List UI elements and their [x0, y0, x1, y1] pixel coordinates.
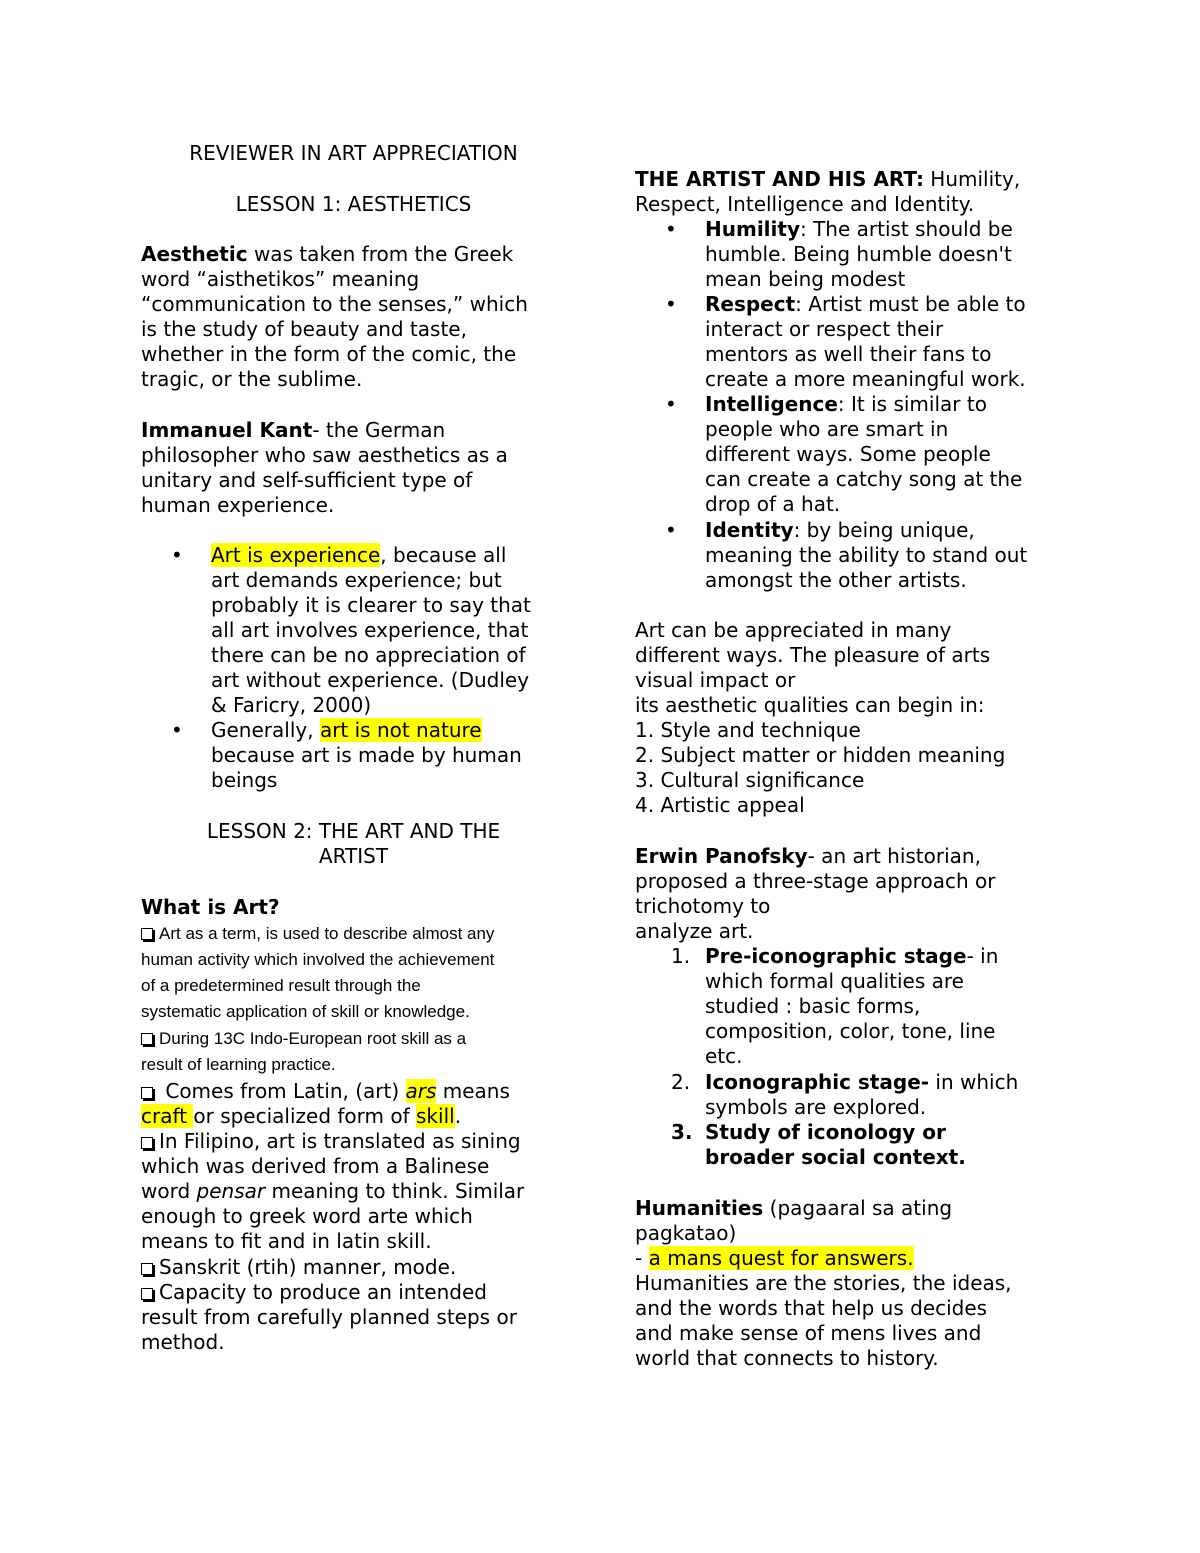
bullet-text-line: beings [211, 768, 278, 792]
bullet-text-line: amongst the other artists. [705, 568, 967, 592]
bullet-text-line: interact or respect their [705, 317, 944, 341]
checkbox-item-line: result of learning practice. [141, 1055, 336, 1074]
aesthetic-paragraph-line: whether in the form of the comic, the [141, 342, 517, 366]
checkbox-item-line: In Filipino, art is translated as sining [141, 1129, 521, 1154]
stage-line: composition, color, tone, line [705, 1019, 996, 1043]
panofsky-term: Erwin Panofsky [635, 844, 808, 868]
checkbox-item-line: Comes from Latin, (art) ars means [141, 1079, 510, 1104]
highlight: craft [141, 1104, 194, 1128]
checkbox-item-line: enough to greek word arte which [141, 1204, 473, 1228]
artist-heading: THE ARTIST AND HIS ART: [635, 167, 924, 191]
bullet-icon: • [665, 518, 677, 542]
checkbox-item-line: means to fit and in latin skill. [141, 1229, 432, 1253]
appreciation-list-item: 3. Cultural significance [635, 768, 865, 792]
checkbox-item-line: of a predetermined result through the [141, 976, 421, 995]
humanities-line: world that connects to history. [635, 1346, 939, 1370]
lesson2-heading: LESSON 2: THE ART AND THE [206, 819, 501, 843]
appreciation-line: its aesthetic qualities can begin in: [635, 693, 985, 717]
bullet-text-line: mean being modest [705, 267, 906, 291]
aesthetic-paragraph-line: Aesthetic was taken from the Greek [141, 242, 514, 266]
kant-term: Immanuel Kant [141, 418, 313, 442]
humanities-line: and make sense of mens lives and [635, 1321, 982, 1345]
stage-line: etc. [705, 1044, 743, 1068]
humanities-line: and the words that help us decides [635, 1296, 988, 1320]
list-number: 3. [671, 1120, 693, 1144]
aesthetic-paragraph-line: word “aisthetikos” meaning [141, 267, 420, 291]
kant-paragraph-line: philosopher who saw aesthetics as a [141, 443, 508, 467]
bullet-text-line: all art involves experience, that [211, 618, 529, 642]
kant-paragraph-line: Immanuel Kant- the German [141, 418, 446, 442]
artist-heading-line: THE ARTIST AND HIS ART: Humility, [635, 167, 1021, 191]
stage-line: broader social context. [705, 1145, 966, 1169]
checkbox-item-line: Capacity to produce an intended [141, 1280, 487, 1305]
checkbox-item-line: human activity which involved the achievement [141, 950, 495, 969]
humanities-line: pagkatao) [635, 1221, 737, 1245]
bullet-text-line: Identity: by being unique, [705, 518, 975, 542]
bullet-icon: • [171, 718, 183, 742]
appreciation-line: Art can be appreciated in many [635, 618, 952, 642]
checkbox-item-line: word pensar meaning to think. Similar [141, 1179, 525, 1203]
appreciation-list-item: 1. Style and technique [635, 718, 861, 742]
bullet-text-line: can create a catchy song at the [705, 467, 1023, 491]
what-is-art-heading: What is Art? [141, 895, 280, 919]
panofsky-line: Erwin Panofsky- an art historian, [635, 844, 981, 868]
checkbox-icon [141, 1137, 153, 1149]
aesthetic-term: Aesthetic [141, 242, 248, 266]
bullet-text-line: probably it is clearer to say that [211, 593, 531, 617]
bullet-icon: • [665, 292, 677, 316]
kant-paragraph-line: human experience. [141, 493, 335, 517]
bullet-icon: • [665, 217, 677, 241]
document-title: REVIEWER IN ART APPRECIATION [189, 141, 518, 165]
checkbox-item-line: method. [141, 1330, 225, 1354]
stage-line: studied : basic forms, [705, 994, 921, 1018]
bullet-text-line: humble. Being humble doesn't [705, 242, 1012, 266]
lesson1-heading: LESSON 1: AESTHETICS [235, 192, 472, 216]
checkbox-item-line: result from carefully planned steps or [141, 1305, 517, 1329]
bullet-text-line: drop of a hat. [705, 492, 841, 516]
stage-line: Pre-iconographic stage- in [705, 944, 999, 968]
stage-line: Study of iconology or [705, 1120, 946, 1144]
bullet-text-line: Art is experience, because all [211, 543, 507, 567]
stage-line: symbols are explored. [705, 1095, 927, 1119]
bullet-text-line: people who are smart in [705, 417, 949, 441]
bullet-text-line: meaning the ability to stand out [705, 543, 1028, 567]
bullet-text-line: there can be no appreciation of [211, 643, 526, 667]
humanities-line: Humanities (pagaaral sa ating [635, 1196, 953, 1220]
bullet-text-line: because art is made by human [211, 743, 522, 767]
appreciation-line: different ways. The pleasure of arts [635, 643, 991, 667]
bullet-text-line: Humility: The artist should be [705, 217, 1013, 241]
stage-line: which formal qualities are [705, 969, 964, 993]
highlight: art is not nature [319, 718, 482, 742]
checkbox-icon [141, 1288, 153, 1300]
lesson2-heading: ARTIST [318, 844, 389, 868]
checkbox-item-line: systematic application of skill or knowledge. [141, 1002, 470, 1021]
checkbox-icon [141, 1263, 153, 1275]
bullet-text-line: Respect: Artist must be able to [705, 292, 1026, 316]
list-number: 1. [671, 944, 691, 968]
bullet-text-line: Intelligence: It is similar to [705, 392, 987, 416]
bullet-text-line: art without experience. (Dudley [211, 668, 530, 692]
humanities-term: Humanities [635, 1196, 764, 1220]
stage-line: Iconographic stage- in which [705, 1070, 1019, 1094]
checkbox-item-line: craft or specialized form of skill. [141, 1104, 462, 1128]
bullet-icon: • [171, 543, 183, 567]
appreciation-list-item: 2. Subject matter or hidden meaning [635, 743, 1006, 767]
checkbox-item-line: Art as a term, is used to describe almost any [141, 921, 494, 946]
kant-paragraph-line: unitary and self-sufficient type of [141, 468, 473, 492]
highlight: ars [405, 1079, 437, 1103]
bullet-text-line: Generally, art is not nature [211, 718, 482, 742]
bullet-text-line: & Faricry, 2000) [211, 693, 372, 717]
checkbox-icon [141, 928, 153, 940]
highlight: Art is experience [211, 543, 381, 567]
bullet-text-line: different ways. Some people [705, 442, 991, 466]
bullet-text-line: create a more meaningful work. [705, 367, 1026, 391]
appreciation-line: visual impact or [635, 668, 796, 692]
checkbox-item-line: Sanskrit (rtih) manner, mode. [141, 1255, 456, 1280]
panofsky-line: proposed a three-stage approach or [635, 869, 996, 893]
panofsky-line: trichotomy to [635, 894, 771, 918]
list-number: 2. [671, 1070, 691, 1094]
aesthetic-paragraph-line: is the study of beauty and taste, [141, 317, 467, 341]
checkbox-item-line: which was derived from a Balinese [141, 1154, 490, 1178]
bullet-text-line: mentors as well their fans to [705, 342, 992, 366]
checkbox-icon [141, 1033, 153, 1045]
aesthetic-paragraph-line: “communication to the senses,” which [141, 292, 528, 316]
highlight: a mans quest for answers. [648, 1246, 914, 1270]
artist-heading-line: Respect, Intelligence and Identity. [635, 192, 975, 216]
humanities-line: - a mans quest for answers. [635, 1246, 914, 1270]
appreciation-list-item: 4. Artistic appeal [635, 793, 805, 817]
panofsky-line: analyze art. [635, 919, 754, 943]
checkbox-icon [141, 1087, 153, 1099]
aesthetic-paragraph-line: tragic, or the sublime. [141, 367, 363, 391]
highlight: skill [416, 1104, 455, 1128]
bullet-text-line: art demands experience; but [211, 568, 502, 592]
humanities-line: Humanities are the stories, the ideas, [635, 1271, 1012, 1295]
bullet-icon: • [665, 392, 677, 416]
checkbox-item-line: During 13C Indo-European root skill as a [141, 1026, 466, 1051]
